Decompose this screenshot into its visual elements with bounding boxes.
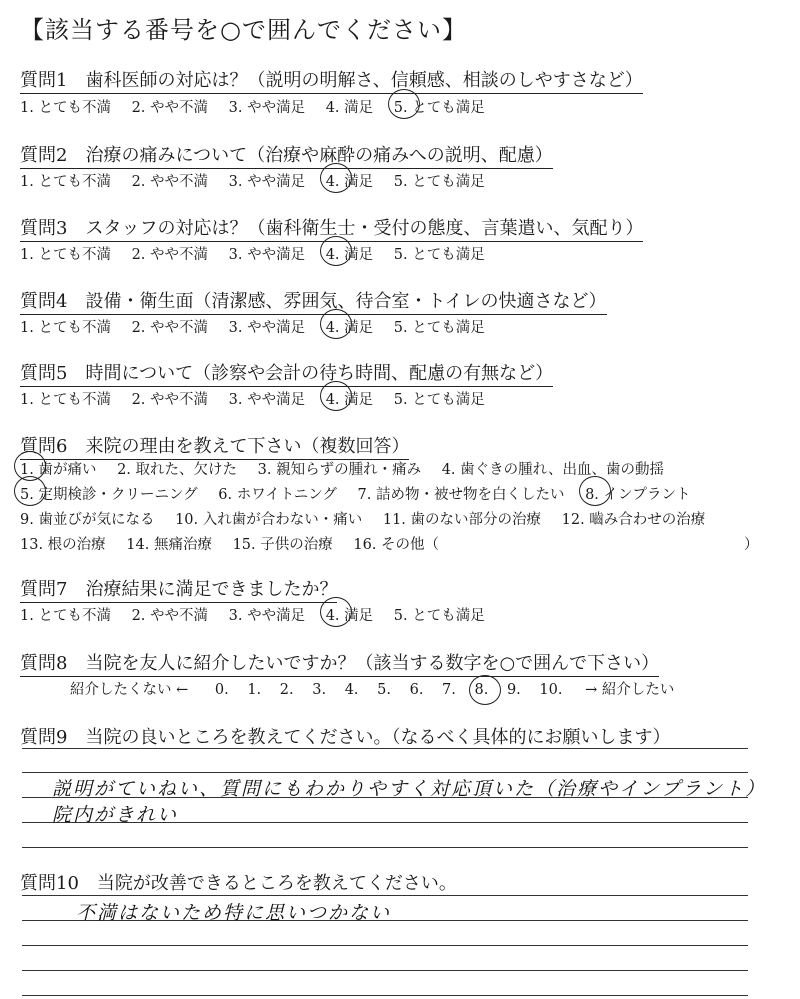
q3-title: 質問3 スタッフの対応は？（歯科衛生士・受付の態度、言葉遣い、気配り） xyxy=(20,214,643,242)
q6-option-16[interactable]: 16. その他（ xyxy=(353,537,440,553)
q4-option-3[interactable]: 3. やや満足 xyxy=(228,320,306,336)
q2-option-5[interactable]: 5. とても満足 xyxy=(393,174,485,190)
q1-option-1[interactable]: 1. とても不満 xyxy=(20,100,111,116)
q3-option-1[interactable]: 1. とても不満 xyxy=(20,247,111,263)
q6-option-13[interactable]: 13. 根の治療 xyxy=(20,537,106,553)
q8-title: 質問8 当院を友人に紹介したいですか？（該当する数字を○で囲んで下さい） xyxy=(20,649,659,677)
q1-option-2[interactable]: 2. やや不満 xyxy=(131,100,209,116)
q6-option-11[interactable]: 11. 歯のない部分の治療 xyxy=(382,512,542,528)
q7-option-1[interactable]: 1. とても不満 xyxy=(20,608,111,624)
q7-option-3[interactable]: 3. やや満足 xyxy=(228,608,306,624)
q6-option-5[interactable]: 5. 定期検診・クリーニング xyxy=(20,483,198,504)
q2-title: 質問2 治療の痛みについて（治療や麻酔の痛みへの説明、配慮） xyxy=(20,141,553,169)
q2-option-4[interactable]: 4. 満足 xyxy=(326,170,373,191)
q1-option-3[interactable]: 3. やや満足 xyxy=(228,100,306,116)
q4-option-1[interactable]: 1. とても不満 xyxy=(20,320,111,336)
q9-handwritten-answer-2: 院内がきれい xyxy=(52,804,179,826)
q8-left-label: 紹介したくない ← xyxy=(70,682,189,698)
q6-row-3 xyxy=(20,508,721,529)
q5-option-3[interactable]: 3. やや満足 xyxy=(228,392,306,408)
q10-answer-line-4 xyxy=(22,970,748,971)
q8-option-10[interactable]: 10. xyxy=(539,682,563,698)
q8-option-0[interactable]: 0. xyxy=(214,682,229,698)
q6-row-2 xyxy=(20,483,707,504)
q5-option-2[interactable]: 2. やや不満 xyxy=(131,392,209,408)
q1-title: 質問1 歯科医師の対応は？（説明の明解さ、信頼感、相談のしやすさなど） xyxy=(20,66,643,94)
q10-answer-line-5 xyxy=(22,995,748,996)
q9-title: 質問9 当院の良いところを教えてください。（なるべく具体的にお願いします） xyxy=(20,727,671,748)
q7-title: 質問7 治療結果に満足できましたか？ xyxy=(20,575,337,603)
q8-option-8[interactable]: 8. xyxy=(474,682,489,698)
q6-option-15[interactable]: 15. 子供の治療 xyxy=(232,537,333,553)
q8-option-5[interactable]: 5. xyxy=(377,682,391,698)
q3-option-3[interactable]: 3. やや満足 xyxy=(228,247,306,263)
q4-option-2[interactable]: 2. やや不満 xyxy=(131,320,209,336)
q1-option-4[interactable]: 4. 満足 xyxy=(325,100,374,116)
q8-option-3[interactable]: 3. xyxy=(312,682,327,698)
q6-row-1 xyxy=(20,458,680,479)
q1-options xyxy=(20,96,501,117)
page-header: 【該当する番号を○で囲んでください】 xyxy=(20,16,467,44)
q9-answer-line-1 xyxy=(22,748,748,749)
q4-title: 質問4 設備・衛生面（清潔感、雰囲気、待合室・トイレの快適さなど） xyxy=(20,287,607,315)
q4-option-5[interactable]: 5. とても満足 xyxy=(393,320,485,336)
q5-option-5[interactable]: 5. とても満足 xyxy=(393,392,485,408)
q5-options xyxy=(20,388,501,409)
q8-option-2[interactable]: 2. xyxy=(279,682,294,698)
q8-option-1[interactable]: 1. xyxy=(247,682,262,698)
q6-option-14[interactable]: 14. 無痛治療 xyxy=(126,537,212,553)
q10-title: 質問10 当院が改善できるところを教えてください。 xyxy=(20,873,457,894)
q2-option-1[interactable]: 1. とても不満 xyxy=(20,174,111,190)
q5-option-1[interactable]: 1. とても不満 xyxy=(20,392,111,408)
q8-right-label: → 紹介したい xyxy=(585,682,675,698)
q6-option-2[interactable]: 2. 取れた、欠けた xyxy=(117,462,238,478)
q2-options xyxy=(20,170,501,191)
q6-option-7[interactable]: 7. 詰め物・被せ物を白くしたい xyxy=(357,487,565,503)
q9-answer-line-5 xyxy=(22,847,748,848)
q6-option-8[interactable]: 8. インプラント xyxy=(585,483,690,504)
q5-option-4[interactable]: 4. 満足 xyxy=(326,388,373,409)
q10-answer-line-1 xyxy=(22,895,748,896)
q6-option-1[interactable]: 1. 歯が痛い xyxy=(20,458,96,479)
q10-answer-line-3 xyxy=(22,945,748,946)
q3-option-2[interactable]: 2. やや不満 xyxy=(131,247,209,263)
q8-option-4[interactable]: 4. xyxy=(344,682,359,698)
q8-scale xyxy=(70,678,674,699)
q3-option-4[interactable]: 4. 満足 xyxy=(326,243,373,264)
q6-option-3[interactable]: 3. 親知らずの腫れ・痛み xyxy=(257,462,422,478)
q6-option-10[interactable]: 10. 入れ歯が合わない・痛い xyxy=(175,512,363,528)
q8-option-7[interactable]: 7. xyxy=(442,682,456,698)
q6-option-9[interactable]: 9. 歯並びが気になる xyxy=(20,512,155,528)
q6-title: 質問6 来院の理由を教えて下さい（複数回答） xyxy=(20,432,409,460)
q8-option-9[interactable]: 9. xyxy=(506,682,521,698)
q8-option-6[interactable]: 6. xyxy=(409,682,424,698)
q4-option-4[interactable]: 4. 満足 xyxy=(326,316,373,337)
q4-options xyxy=(20,316,501,337)
q9-handwritten-answer-1: 説明がていねい、質問にもわかりやすく対応頂いた（治療やインプラント） xyxy=(52,778,767,800)
q6-option-12[interactable]: 12. 嚙み合わせの治療 xyxy=(561,512,706,528)
q6-option-6[interactable]: 6. ホワイトニング xyxy=(218,487,337,503)
q2-option-3[interactable]: 3. やや満足 xyxy=(228,174,306,190)
q2-option-2[interactable]: 2. やや不満 xyxy=(131,174,209,190)
q3-option-5[interactable]: 5. とても満足 xyxy=(393,247,485,263)
q7-option-5[interactable]: 5. とても満足 xyxy=(393,608,485,624)
q1-option-5[interactable]: 5. とても満足 xyxy=(394,96,485,117)
q7-option-2[interactable]: 2. やや不満 xyxy=(131,608,209,624)
q10-handwritten-answer-1: 不満はないため特に思いつかない xyxy=(76,902,392,924)
q6-row-4 xyxy=(20,533,455,554)
q5-title: 質問5 時間について（診察や会計の待ち時間、配慮の有無など） xyxy=(20,359,553,387)
q6-option-4[interactable]: 4. 歯ぐきの腫れ、出血、歯の動揺 xyxy=(441,462,664,478)
q6-other-close: ） xyxy=(744,537,759,553)
q9-answer-line-2 xyxy=(22,772,748,773)
q7-options xyxy=(20,604,501,625)
q3-options xyxy=(20,243,501,264)
q7-option-4[interactable]: 4. 満足 xyxy=(326,604,373,625)
